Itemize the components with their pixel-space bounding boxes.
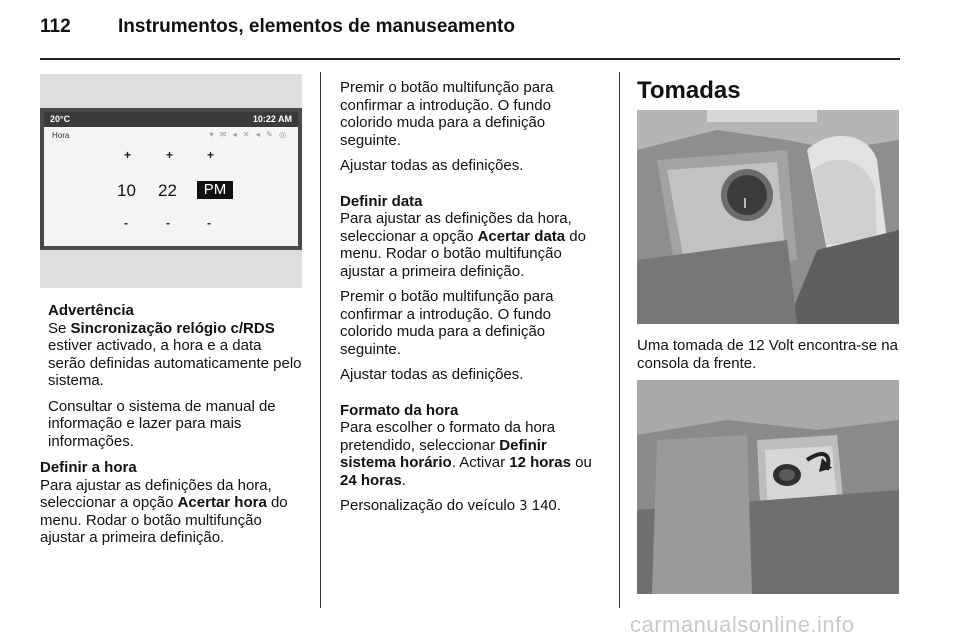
page-reference-icon: 3 <box>519 499 528 514</box>
body-text: . Activar <box>451 454 510 471</box>
display-status-icons: ▾ ✉ ◂ ✕ ◂ ✎ ◎ <box>209 130 288 139</box>
header-rule <box>40 58 900 60</box>
confirm-paragraph-1: Premir o botão multifunção para confirmar a introdução. O fundo colorido muda para a definição seguinte. <box>340 79 554 149</box>
body-text: Para ajustar as definições da hora, seleccionar a opção <box>340 210 572 245</box>
clock-screen-illustration <box>40 74 302 288</box>
display-bezel <box>40 108 302 250</box>
power-outlet-caption-text: Uma tomada de 12 Volt encontra-se na consola da frente. <box>637 337 898 372</box>
menu-option: 24 horas <box>340 471 402 489</box>
display-temperature: 20°C <box>50 114 71 124</box>
set-time-section <box>40 459 308 555</box>
column-2 <box>340 79 604 524</box>
page-number: 112 <box>40 16 71 37</box>
column-divider-2 <box>619 72 620 608</box>
note-text: estiver activado, a hora e a data serão definidas automaticamente pelo sistema. <box>48 337 302 389</box>
note-paragraph-2: Consultar o sistema de manual de informação e lazer para mais informações. <box>48 397 276 450</box>
body-text: do menu. Rodar o botão multifunção ajustar a primeira definição. <box>340 227 586 280</box>
set-time-heading: Definir a hora <box>40 459 137 476</box>
note-box <box>48 302 302 458</box>
menu-option: Definir sistema horário <box>340 436 547 471</box>
time-format-paragraph <box>340 419 604 489</box>
display-status-bar <box>44 112 298 127</box>
set-date-heading: Definir data <box>340 192 423 210</box>
confirm-paragraph-2: Premir o botão multifunção para confirmar a introdução. O fundo colorido muda para a definição seguinte. <box>340 288 554 358</box>
hour-minus-icon: - <box>124 216 128 230</box>
time-format-heading: Formato da hora <box>340 401 459 419</box>
column-divider-1 <box>320 72 321 608</box>
power-outlets-heading: Tomadas <box>637 77 741 104</box>
power-outlets-heading-wrap <box>637 77 907 105</box>
page-reference-number: 140. <box>527 497 561 514</box>
minute-plus-icon: + <box>166 148 174 162</box>
menu-option: Acertar data <box>477 227 566 245</box>
ampm-plus-icon: + <box>207 148 215 162</box>
body-text: do menu. Rodar o botão multifunção ajustar a primeira definição. <box>40 494 288 546</box>
note-title: Advertência <box>48 302 134 319</box>
adjust-paragraph-1: Ajustar todas as definições. <box>340 157 524 174</box>
body-text: . <box>401 471 406 489</box>
body-text: Para ajustar as definições da hora, seleccionar a opção <box>40 476 272 511</box>
note-text: Se <box>48 319 71 337</box>
power-outlet-cap-photo <box>637 380 899 594</box>
body-text: Personalização do veículo <box>340 497 520 514</box>
ampm-minus-icon: - <box>207 216 211 230</box>
menu-option: 12 horas <box>509 454 571 471</box>
hour-plus-icon: + <box>124 148 132 162</box>
minute-minus-icon: - <box>166 216 170 230</box>
display-ampm: PM <box>197 181 233 199</box>
display-menu-title: Hora <box>52 131 70 140</box>
display-hour: 10 <box>117 181 136 200</box>
note-option: Sincronização relógio c/RDS <box>70 319 275 337</box>
page-header <box>40 16 515 38</box>
display-minute: 22 <box>158 181 177 200</box>
note-paragraph-1 <box>48 320 302 390</box>
power-outlet-caption <box>637 337 907 380</box>
set-time-paragraph <box>40 477 308 547</box>
set-date-paragraph <box>340 210 604 280</box>
personalisation-reference <box>340 497 604 516</box>
body-text: ou <box>570 454 592 471</box>
menu-option: Acertar hora <box>177 494 267 511</box>
watermark: carmanualsonline.info <box>630 612 855 637</box>
page-title: Instrumentos, elementos de manuseamento <box>118 16 515 37</box>
adjust-paragraph-2: Ajustar todas as definições. <box>340 366 524 383</box>
body-text: Para escolher o formato da hora pretendido, seleccionar <box>340 419 556 454</box>
display-screen <box>44 112 298 246</box>
display-time: 10:22 AM <box>252 114 292 124</box>
power-outlet-photo <box>637 110 899 324</box>
